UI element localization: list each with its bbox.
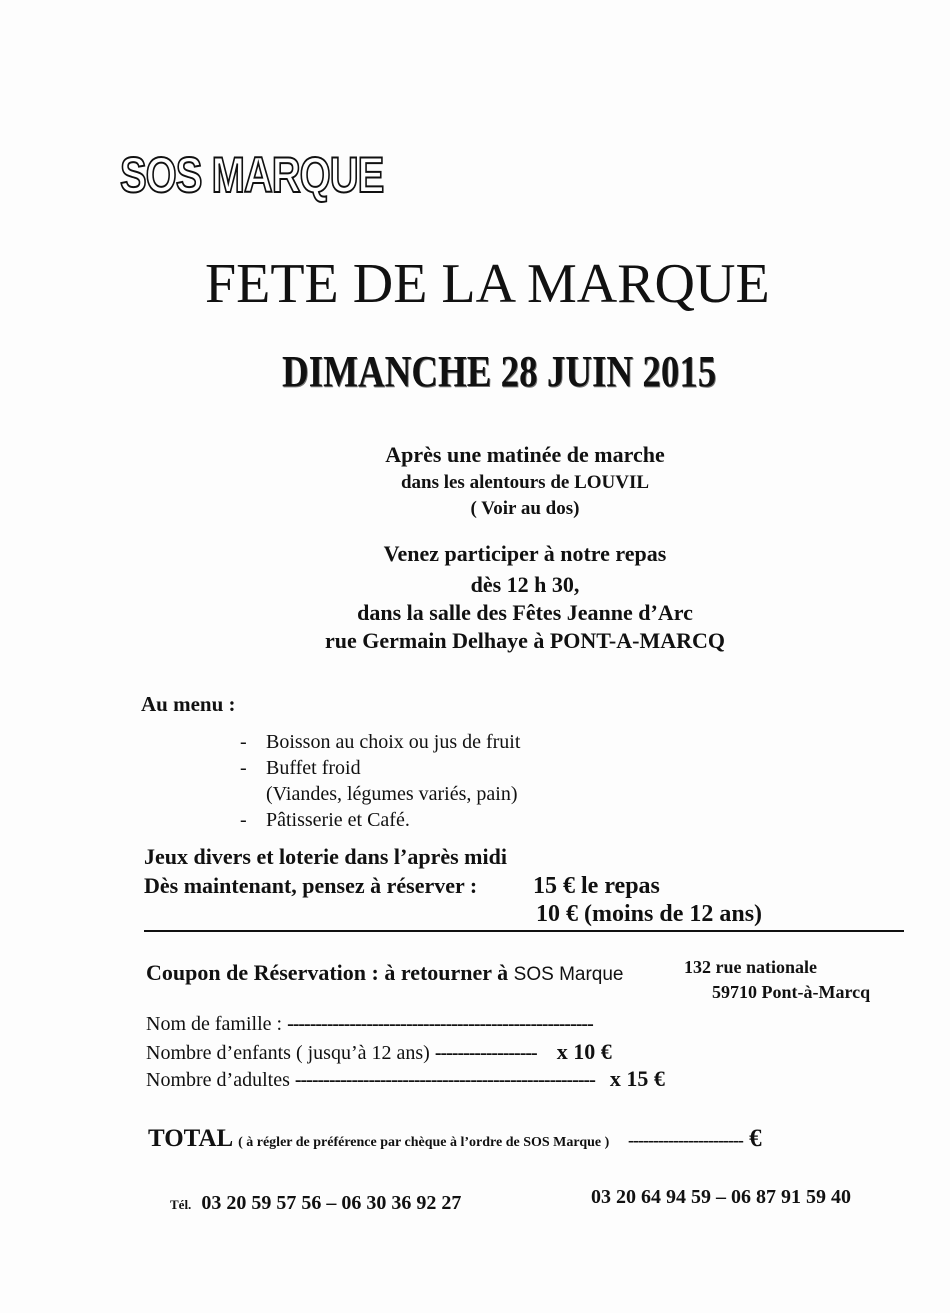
sos-marque-logo: SOS MARQUE [120,148,384,203]
field-adults [146,1066,665,1092]
total-currency: € [749,1125,762,1152]
adults-multiplier: x 15 € [609,1066,665,1091]
field-children-label: Nombre d’enfants ( jusqu’à 12 ans) [146,1042,430,1064]
coupon-title-label: Coupon de Réservation : [146,960,379,985]
menu-item: - Pâtisserie et Café. [240,809,410,831]
fill-line[interactable]: ----------------------- [628,1130,743,1150]
total-label: TOTAL [148,1125,232,1152]
page-title: FETE DE LA MARQUE [205,253,770,315]
fill-line[interactable]: ------------------------------------------------------ [287,1013,593,1035]
phone-label: Tél. [170,1197,192,1212]
fill-line[interactable]: ------------------ [434,1042,537,1064]
menu-item-text: Buffet froid [266,757,361,779]
intro-line-6: dans la salle des Fêtes Jeanne d’Arc [357,600,693,625]
total-note: ( à régler de préférence par chèque à l’ordre de SOS Marque ) [238,1135,610,1150]
phone-numbers-2: 03 20 64 94 59 – 06 87 91 59 40 [591,1186,851,1208]
intro-line-5: dès 12 h 30, [470,572,580,597]
menu-item: - Boisson au choix ou jus de fruit [240,731,521,753]
field-family-name [146,1013,593,1036]
activities-text: Jeux divers et loterie dans l’après midi [144,844,507,869]
field-children [146,1039,612,1065]
menu-title: Au menu : [141,692,236,716]
intro-line-7: rue Germain Delhaye à PONT-A-MARCQ [324,628,726,653]
fill-line[interactable]: ----------------------------------------------------- [294,1069,595,1091]
phone-numbers-1: 03 20 59 57 56 – 06 30 36 92 27 [201,1192,462,1214]
menu-item-detail: (Viandes, légumes variés, pain) [266,783,518,805]
intro-line-4: Venez participer à notre repas [383,541,667,566]
price-adult: 15 € le repas [533,873,660,899]
menu-item: - Buffet froid [240,757,361,779]
section-divider [144,930,904,932]
intro-line-3: ( Voir au dos) [470,498,580,519]
coupon-org: SOS Marque [513,964,624,985]
menu-item-text: Boisson au choix ou jus de fruit [266,731,521,753]
field-adults-label: Nombre d’adultes [146,1069,290,1091]
price-child: 10 € (moins de 12 ans) [536,901,763,927]
total-line [148,1125,762,1153]
coupon-return-to: à retourner à [384,960,509,985]
reserve-text: Dès maintenant, pensez à réserver : [144,873,478,898]
phone-left [170,1192,461,1215]
intro-line-2: dans les alentours de LOUVIL [400,472,650,493]
event-date: DIMANCHE 28 JUIN 2015 [282,347,717,396]
address-line-1: 132 rue nationale [684,957,817,977]
menu-list [240,729,520,833]
children-multiplier: x 10 € [556,1039,612,1064]
address-line-2: 59710 Pont-à-Marcq [712,982,871,1002]
menu-item-text: Pâtisserie et Café. [266,809,410,831]
field-family-name-label: Nom de famille : [146,1013,283,1035]
intro-line-1: Après une matinée de marche [385,442,665,467]
coupon-title [146,960,624,986]
